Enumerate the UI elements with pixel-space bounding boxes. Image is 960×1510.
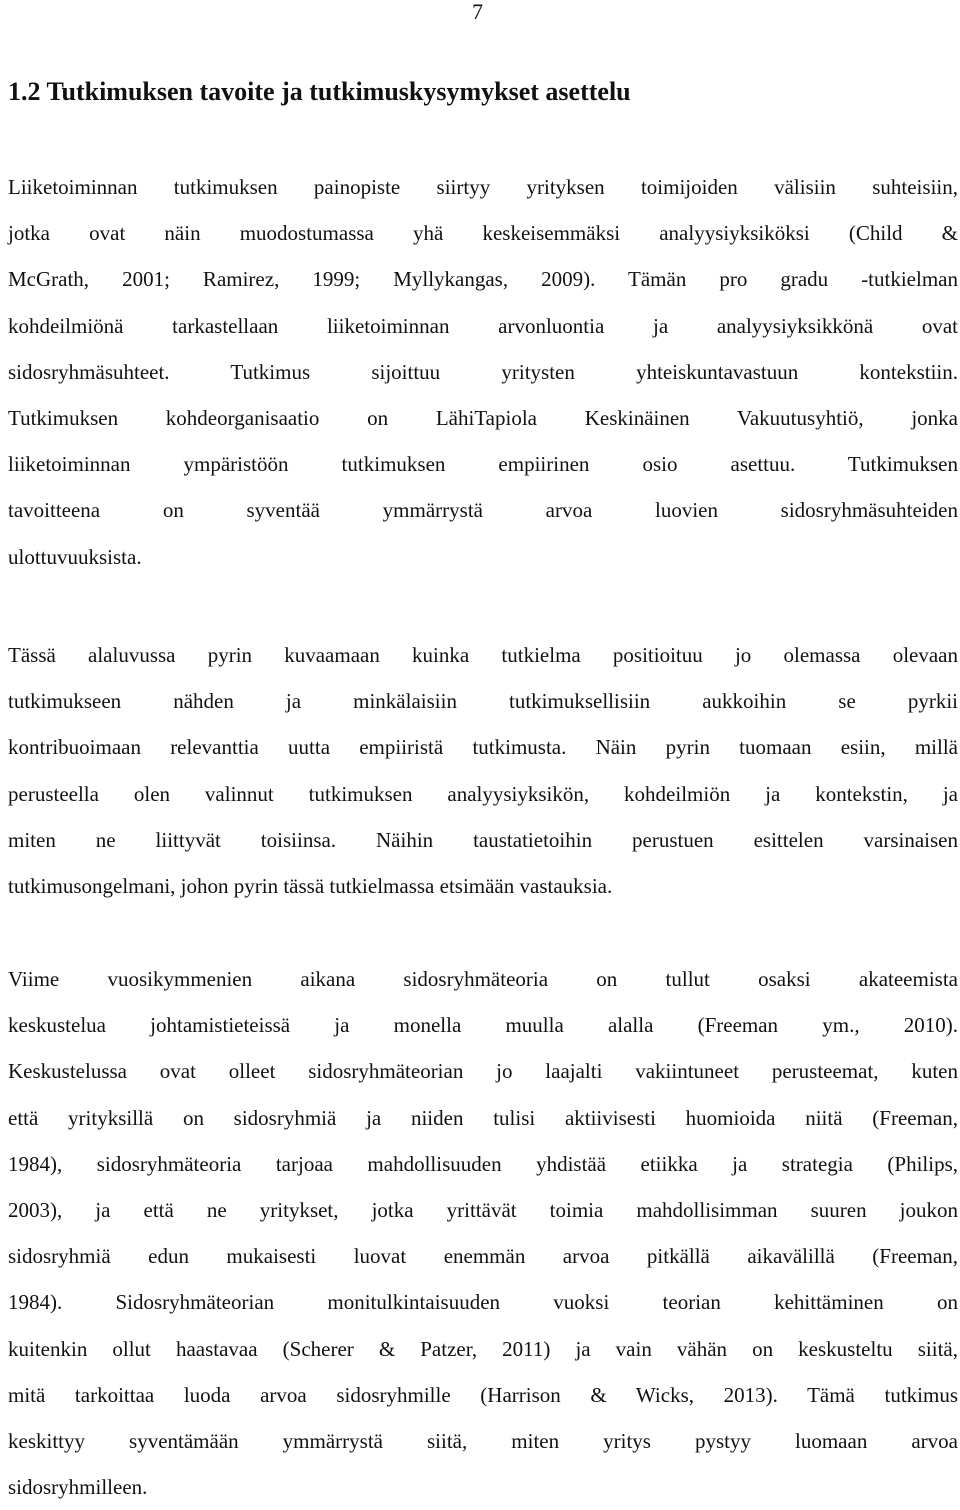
paragraph-line: miten ne liittyvät toisiinsa. Näihin taustatietoihin perustuen esittelen varsinaisen — [8, 827, 958, 852]
paragraph-line: jotka ovat näin muodostumassa yhä keskeisemmäksi analyysiyksiköksi (Child & — [8, 221, 958, 246]
paragraph-line: 1984). Sidosryhmäteorian monitulkintaisuuden vuoksi teorian kehittäminen on — [8, 1290, 958, 1315]
paragraph-line: liiketoiminnan ympäristöön tutkimuksen empiirinen osio asettuu. Tutkimuksen — [8, 452, 958, 477]
paragraph-line: ulottuvuuksista. — [8, 544, 142, 569]
paragraph-line: tutkimusongelmani, johon pyrin tässä tutkielmassa etsimään vastauksia. — [8, 873, 613, 898]
paragraph-line: että yrityksillä on sidosryhmiä ja niiden tulisi aktiivisesti huomioida niitä (Freeman, — [8, 1105, 958, 1130]
paragraph-line: tutkimukseen nähden ja minkälaisiin tutkimuksellisiin aukkoihin se pyrkii — [8, 689, 958, 714]
paragraph-line: kohdeilmiönä tarkastellaan liiketoiminnan arvonluontia ja analyysiyksikkönä ovat — [8, 313, 958, 338]
paragraph-3 — [8, 956, 958, 1510]
paragraph-line: Tässä alaluvussa pyrin kuvaamaan kuinka tutkielma positioituu jo olemassa olevaan — [8, 643, 958, 667]
paragraph-line: sidosryhmilleen. — [8, 1475, 148, 1500]
paragraph-line: McGrath, 2001; Ramirez, 1999; Myllykangas, 2009). Tämän pro gradu -tutkielman — [8, 267, 958, 292]
paragraph-2 — [8, 632, 958, 909]
paragraph-line: 2003), ja että ne yritykset, jotka yrittävät toimia mahdollisimman suuren joukon — [8, 1197, 958, 1222]
paragraph-line: Tutkimuksen kohdeorganisaatio on LähiTapiola Keskinäinen Vakuutusyhtiö, jonka — [8, 405, 958, 430]
section-heading: 1.2 Tutkimuksen tavoite ja tutkimuskysymykset asettelu — [8, 77, 631, 106]
paragraph-line: Liiketoiminnan tutkimuksen painopiste siirtyy yrityksen toimijoiden välisiin suhteisiin, — [8, 175, 958, 199]
paragraph-line: kuitenkin ollut haastavaa (Scherer & Patzer, 2011) ja vain vähän on keskusteltu siitä, — [8, 1336, 958, 1361]
paragraph-line: keskittyy syventämään ymmärrystä siitä, miten yritys pystyy luomaan arvoa — [8, 1428, 958, 1453]
paragraph-line: tavoitteena on syventää ymmärrystä arvoa luovien sidosryhmäsuhteiden — [8, 498, 958, 523]
paragraph-1 — [8, 164, 958, 580]
paragraph-line: mitä tarkoittaa luoda arvoa sidosryhmille (Harrison & Wicks, 2013). Tämä tutkimus — [8, 1382, 958, 1407]
page-number: 7 — [472, 0, 483, 24]
paragraph-line: sidosryhmäsuhteet. Tutkimus sijoittuu yritysten yhteiskuntavastuun kontekstiin. — [8, 359, 958, 384]
paragraph-line: Keskustelussa ovat olleet sidosryhmäteorian jo laajalti vakiintuneet perusteemat, kuten — [8, 1059, 958, 1084]
paragraph-line: perusteella olen valinnut tutkimuksen analyysiyksikön, kohdeilmiön ja kontekstin, ja — [8, 781, 958, 806]
paragraph-line: kontribuoimaan relevanttia uutta empiiristä tutkimusta. Näin pyrin tuomaan esiin, millä — [8, 735, 958, 760]
paragraph-line: 1984), sidosryhmäteoria tarjoaa mahdollisuuden yhdistää etiikka ja strategia (Philips, — [8, 1151, 958, 1176]
paragraph-line: sidosryhmiä edun mukaisesti luovat enemmän arvoa pitkällä aikavälillä (Freeman, — [8, 1244, 958, 1269]
paragraph-line: keskustelua johtamistieteissä ja monella muulla alalla (Freeman ym., 2010). — [8, 1013, 958, 1038]
paragraph-line: Viime vuosikymmenien aikana sidosryhmäteoria on tullut osaksi akateemista — [8, 967, 958, 991]
